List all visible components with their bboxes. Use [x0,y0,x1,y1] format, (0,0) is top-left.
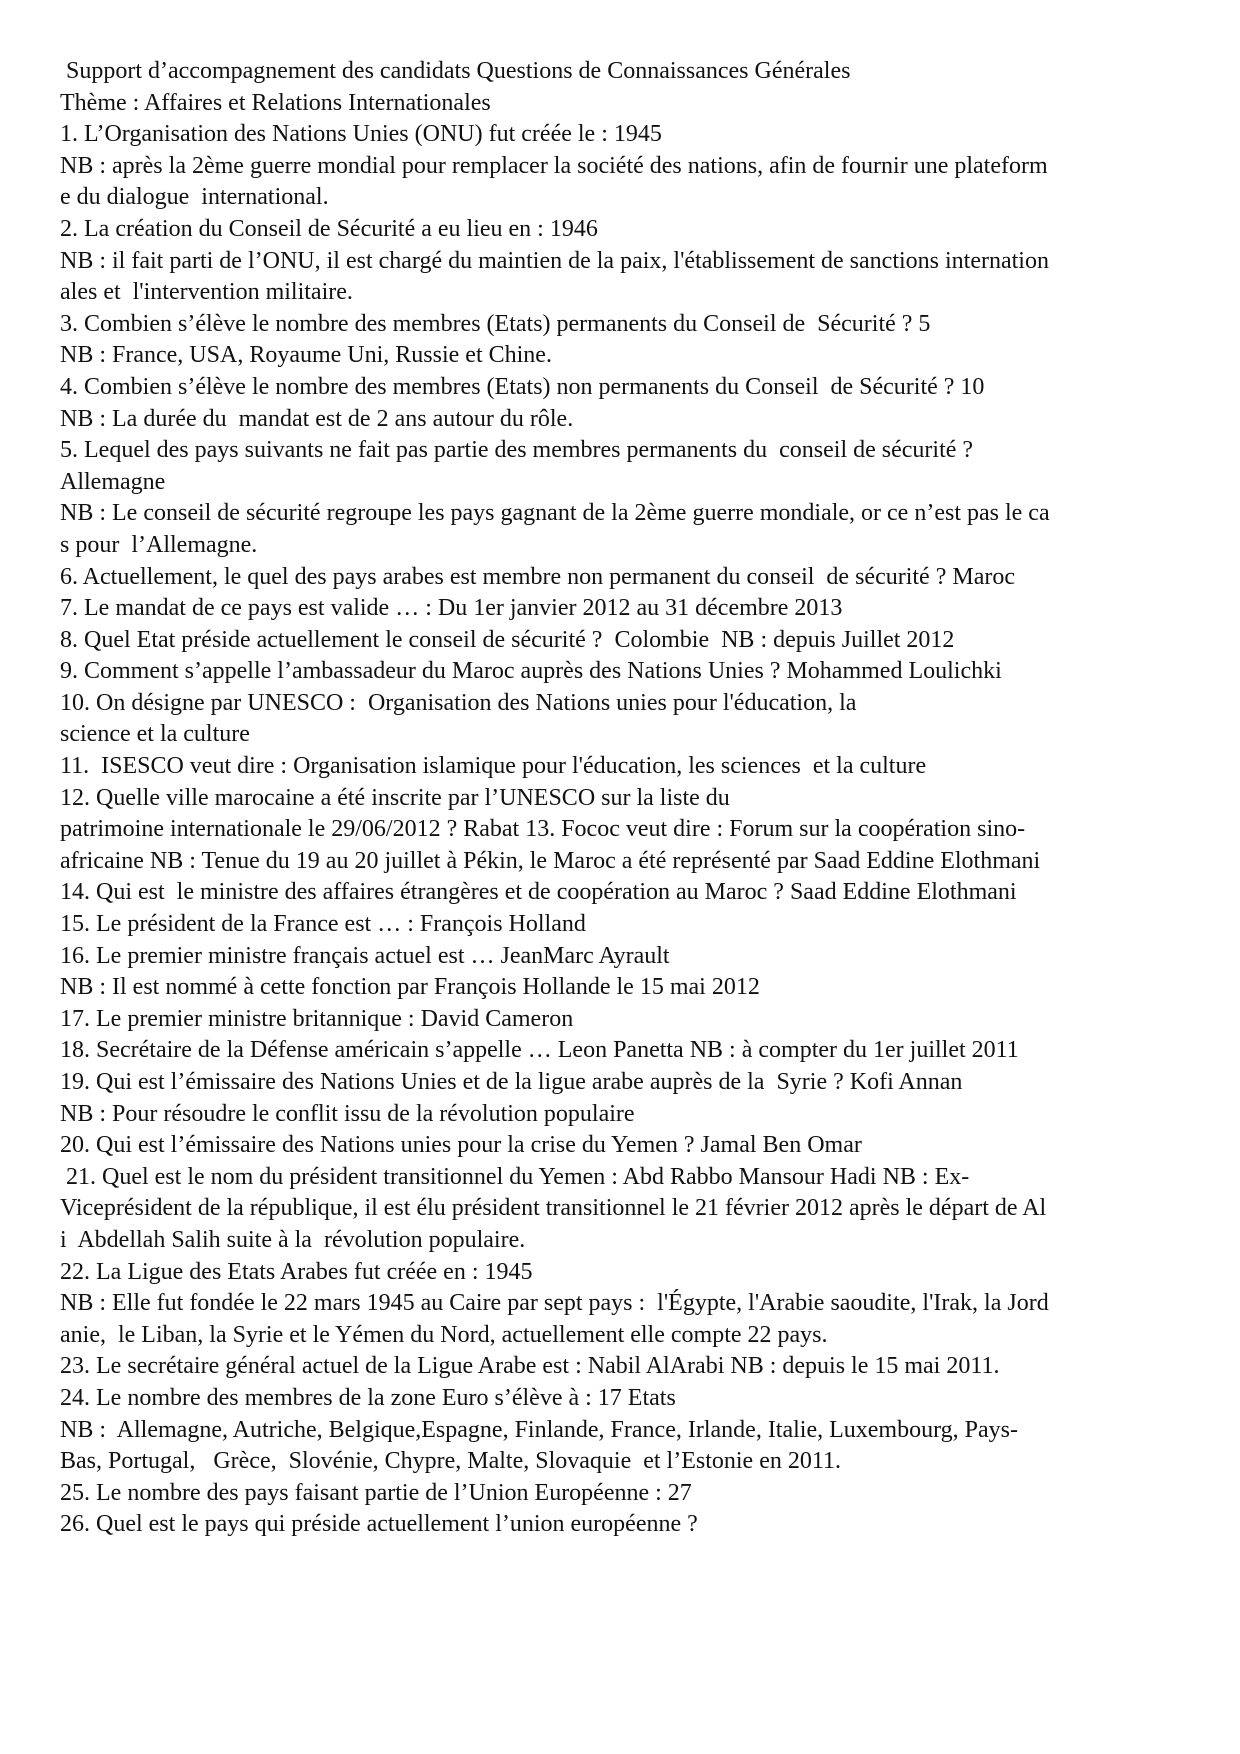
text-line: Allemagne [60,468,166,495]
text-line: 3. Combien s’élève le nombre des membres (Etats) permanents du Conseil de Sécurité ? 5 [60,310,931,337]
text-line: NB : France, USA, Royaume Uni, Russie et Chine. [60,342,552,369]
text-line: 16. Le premier ministre français actuel est … JeanMarc Ayrault [60,942,670,969]
text-line: Support d’accompagnement des candidats Questions de Connaissances Générales [60,58,851,84]
text-line: NB : Il est nommé à cette fonction par François Hollande le 15 mai 2012 [60,974,760,1001]
text-line: ales et l'intervention militaire. [60,279,353,306]
text-line: 1. L’Organisation des Nations Unies (ONU) fut créée le : 1945 [60,121,662,148]
text-line: 15. Le président de la France est … : François Holland [60,911,586,938]
text-line: NB : Pour résoudre le conflit issu de la révolution populaire [60,1100,635,1127]
text-line: anie, le Liban, la Syrie et le Yémen du Nord, actuellement elle compte 22 pays. [60,1321,828,1348]
text-line: 9. Comment s’appelle l’ambassadeur du Maroc auprès des Nations Unies ? Mohammed Loulichki [60,658,1002,685]
text-line: 17. Le premier ministre britannique : David Cameron [60,1005,574,1032]
text-line: e du dialogue international. [60,184,329,211]
text-line: 24. Le nombre des membres de la zone Euro s’élève à : 17 Etats [60,1384,676,1411]
text-line: patrimoine internationale le 29/06/2012 ? Rabat 13. Fococ veut dire : Forum sur la coopération sino- [60,816,1026,843]
text-line: 5. Lequel des pays suivants ne fait pas partie des membres permanents du conseil de sécurité ? [60,437,974,464]
text-line: NB : il fait parti de l’ONU, il est chargé du maintien de la paix, l'établissement de sanctions internation [60,247,1049,274]
text-line: s pour l’Allemagne. [60,531,258,558]
text-line: 4. Combien s’élève le nombre des membres (Etats) non permanents du Conseil de Sécurité ? 10 [60,373,985,400]
text-line: 25. Le nombre des pays faisant partie de l’Union Européenne : 27 [60,1479,692,1506]
text-line: NB : La durée du mandat est de 2 ans autour du rôle. [60,405,574,432]
text-line: Bas, Portugal, Grèce, Slovénie, Chypre, Malte, Slovaquie et l’Estonie en 2011. [60,1448,841,1475]
text-line: 7. Le mandat de ce pays est valide … : Du 1er janvier 2012 au 31 décembre 2013 [60,595,843,622]
text-line: 10. On désigne par UNESCO : Organisation des Nations unies pour l'éducation, la [60,689,857,716]
text-line: africaine NB : Tenue du 19 au 20 juillet à Pékin, le Maroc a été représenté par Saad Eddine Elothmani [60,847,1041,874]
text-line: 26. Quel est le pays qui préside actuellement l’union européenne ? [60,1511,698,1538]
text-line: NB : Elle fut fondée le 22 mars 1945 au Caire par sept pays : l'Égypte, l'Arabie saoudite, l'Irak, la Jord [60,1290,1049,1317]
text-line: 2. La création du Conseil de Sécurité a eu lieu en : 1946 [60,215,598,242]
text-line: 23. Le secrétaire général actuel de la Ligue Arabe est : Nabil AlArabi NB : depuis le 15 mai 2011. [60,1353,1000,1380]
text-line: 19. Qui est l’émissaire des Nations Unies et de la ligue arabe auprès de la Syrie ? Kofi Annan [60,1069,963,1095]
text-line: science et la culture [60,721,250,748]
text-line: NB : Allemagne, Autriche, Belgique,Espagne, Finlande, France, Irlande, Italie, Luxembourg, Pays- [60,1416,1018,1443]
text-line: 6. Actuellement, le quel des pays arabes est membre non permanent du conseil de sécurité ? Maroc [60,563,1015,590]
text-line: 18. Secrétaire de la Défense américain s’appelle … Leon Panetta NB : à compter du 1er juillet 2011 [60,1037,1019,1064]
text-line: i Abdellah Salih suite à la révolution populaire. [60,1226,526,1253]
text-line: 22. La Ligue des Etats Arabes fut créée en : 1945 [60,1258,533,1285]
text-line: 21. Quel est le nom du président transitionnel du Yemen : Abd Rabbo Mansour Hadi NB : Ex- [60,1163,970,1190]
text-line: Thème : Affaires et Relations Internationales [60,89,491,116]
text-line: 20. Qui est l’émissaire des Nations unies pour la crise du Yemen ? Jamal Ben Omar [60,1132,862,1159]
text-line: 11. ISESCO veut dire : Organisation islamique pour l'éducation, les sciences et la culture [60,753,927,780]
text-line: Viceprésident de la république, il est élu président transitionnel le 21 février 2012 après le départ de Al [60,1195,1047,1222]
text-line: NB : après la 2ème guerre mondial pour remplacer la société des nations, afin de fournir une plateform [60,152,1048,179]
document-body [60,56,1190,1541]
text-line: 12. Quelle ville marocaine a été inscrite par l’UNESCO sur la liste du [60,784,730,811]
text-line: NB : Le conseil de sécurité regroupe les pays gagnant de la 2ème guerre mondiale, or ce n’est pas le ca [60,500,1050,527]
text-line: 14. Qui est le ministre des affaires étrangères et de coopération au Maroc ? Saad Eddine Elothmani [60,879,1017,906]
text-line: 8. Quel Etat préside actuellement le conseil de sécurité ? Colombie NB : depuis Juillet 2012 [60,626,955,653]
